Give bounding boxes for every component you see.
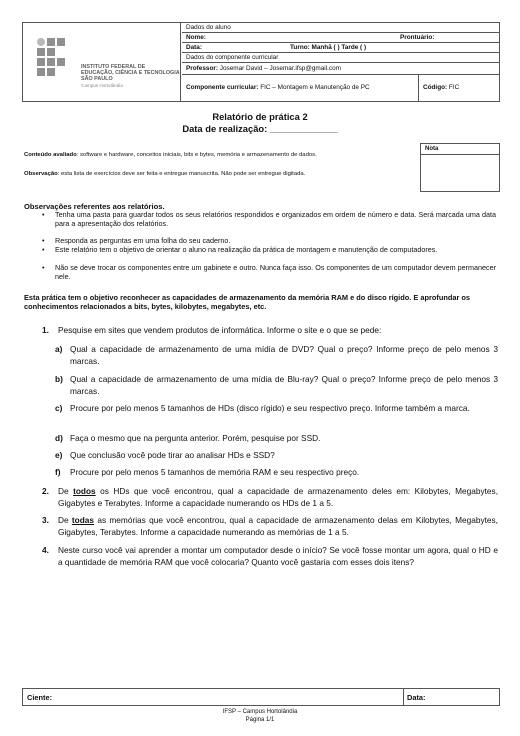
sub-question: f) Procure por pelo menos 5 tamanhos de memória RAM e seu respectivo preço. (55, 467, 360, 477)
logo-text: INSTITUTO FEDERAL DE EDUCAÇÃO, CIÊNCIA E TECNOLOGIA SÃO PAULO (81, 64, 180, 83)
data-sign-label: Data: (407, 693, 426, 702)
sub-question: e) Que conclusão você pode tirar ao analisar HDs e SSD? (55, 450, 275, 460)
sub-question: d) Faça o mesmo que na pergunta anterior. Porém, pesquise por SSD. (55, 433, 321, 443)
professor-row (182, 63, 500, 75)
question-1: 1. Pesquise em sites que vendem produtos de informática. Informe o site e o que se pede: (42, 325, 382, 335)
question-3: 3. De todas as memórias que você encontrou, qual a capacidade de armazenamento delas em Kilobytes, Megabytes, Gigabytes, Terabytes. Informe a capacidade numerando as memórias de 1 a 5. (42, 515, 498, 537)
bullet-item: • Responda as perguntas em uma folha do seu caderno. (42, 236, 231, 245)
data-row (182, 43, 500, 53)
professor-label: Professor: (186, 65, 218, 72)
nota-divider (420, 154, 500, 155)
footer-page-number: Página 1/1 (245, 717, 275, 723)
componente-label: Componente curricular: (186, 84, 259, 91)
question-2: 2. De todos os HDs que você encontrou, qual a capacidade de armazenamento deles em: Kilobytes, Megabytes, Gigabytes e Terabytes. Informe a capacidade numerando os HDs de 1 a 5. (42, 486, 498, 508)
question-4: 4. Neste curso você vai aprender a montar um computador desde o início? Se você fosse montar um agora, qual o HD e a quantidade de memória RAM que você colocaria? Quanto você gastaria com esses dois itens? (42, 545, 498, 567)
nome-row (182, 33, 500, 43)
sub-question: b) Qual a capacidade de armazenamento de uma mídia de Blu-ray? Qual o preço? Informe preço de pelo menos 3 marcas. (55, 374, 498, 396)
institution-logo (23, 23, 181, 101)
sub-question: c) Procure por pelo menos 5 tamanhos de HDs (disco rígido) e seu respectivo preço. Informe também a marca. (55, 403, 470, 413)
codigo-cell: Código: FIC (418, 75, 459, 101)
observacoes-title: Observações referentes aos relatórios. (24, 202, 165, 211)
observacao: Observação: esta lista de exercícios deve ser feita e entregue manuscrita. Não pode ser entregue digitada. (24, 171, 306, 177)
footer-campus: IFSP – Campus Hortolândia (222, 709, 298, 715)
data-label: Data: (186, 44, 202, 51)
turno-cell: Turno: Manhã ( ) Tarde ( ) (290, 44, 367, 51)
header-table (22, 22, 500, 102)
componente-row (182, 75, 500, 101)
nota-box: Nota (420, 143, 500, 192)
bullet-item: • Tenha uma pasta para guardar todos os seus relatórios respondidos e organizados em ordem de número e data. Será marcada uma data para a apresentação dos relatórios. (42, 210, 496, 228)
componente-value: FIC – Montagem e Manutenção de PC (260, 84, 370, 91)
bullet-icon: • (42, 263, 45, 272)
bullet-icon: • (42, 236, 45, 245)
practice-objective: Esta prática tem o objetivo reconhecer as capacidades de armazenamento da memória RAM e do disco rígido. E aprofundar os conhecimentos relacionados a bits, bytes, kilobytes, megabytes, etc. (24, 293, 471, 312)
bullet-icon: • (42, 245, 45, 254)
page-subtitle: Data de realização: _____________ (182, 123, 338, 134)
bullet-item: • Este relatório tem o objetivo de orientar o aluno na realização da prática de montagem e manutenção de computadores. (42, 245, 438, 254)
prontuario-cell: Prontuário: (400, 34, 435, 41)
professor-value: Josemar David – Josemar.ifsp@gmail.com (219, 65, 341, 72)
page-title: Relatório de prática 2 (212, 111, 308, 122)
conteudo-avaliado: Conteúdo avaliado: software e hardware, conceitos iniciais, bits e bytes, memória e armazenamento de dados. (24, 152, 317, 158)
signature-box (22, 688, 500, 706)
sub-question: a) Qual a capacidade de armazenamento de uma mídia de DVD? Qual o preço? Informe preço de pelo menos 3 marcas. (55, 344, 498, 366)
signature-divider (403, 689, 404, 705)
dados-aluno-row: Dados do aluno (182, 23, 500, 33)
logo-campus: Campus Hortolândia (81, 83, 123, 88)
bullet-item: • Não se deve trocar os componentes entre um gabinete e outro. Nunca faça isso. Os componentes de um computador devem permanecer nele. (42, 263, 496, 281)
logo-grid-icon (37, 38, 77, 78)
dados-componente-row: Dados do componente curricular (182, 53, 500, 63)
bullet-icon: • (42, 210, 45, 219)
ciente-label: Ciente: (27, 693, 53, 702)
nome-label: Nome: (186, 34, 206, 41)
